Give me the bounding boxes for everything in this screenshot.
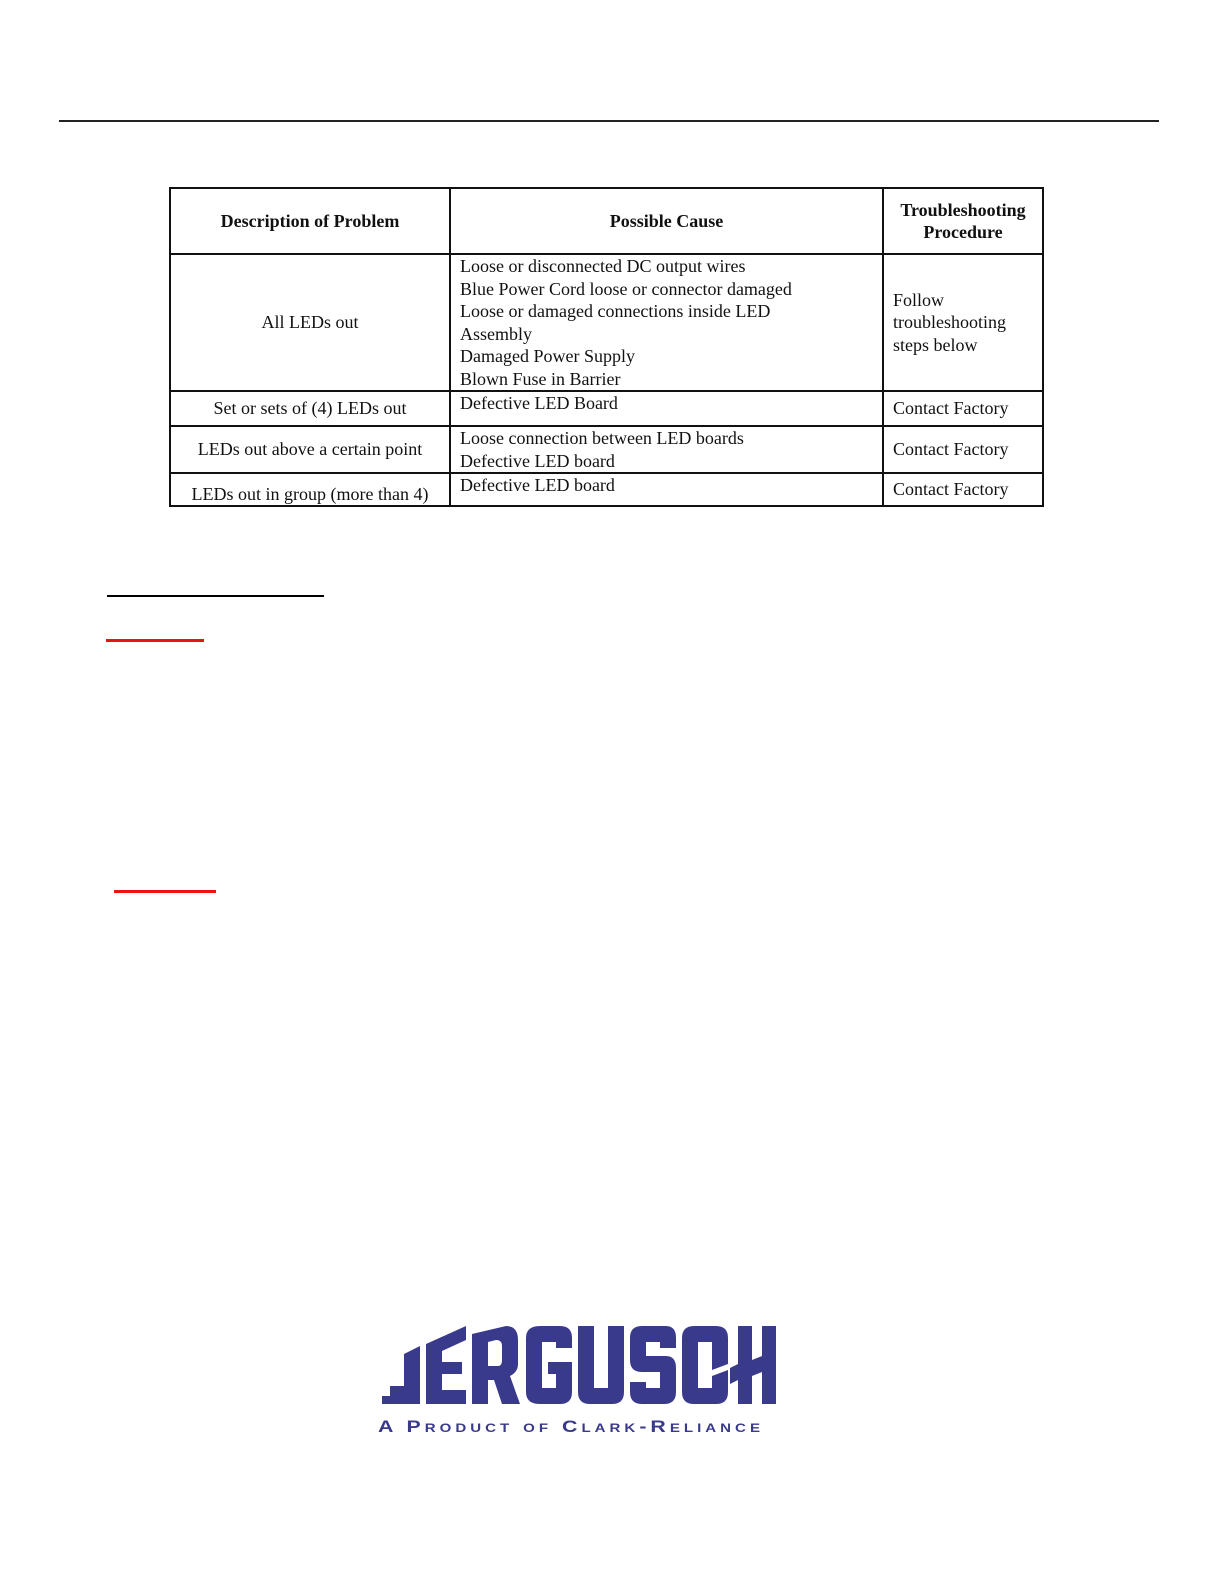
procedure-cell	[883, 426, 1043, 473]
cause-cell	[450, 254, 883, 391]
procedure-cell	[883, 473, 1043, 506]
problem-cell: LEDs out in group (more than 4)	[170, 473, 450, 506]
cause-line: Defective LED Board	[460, 393, 618, 413]
cause-line: Damaged Power Supply	[460, 346, 635, 366]
cause-line: Defective LED board	[460, 475, 615, 495]
procedure-cell	[883, 391, 1043, 426]
cause-line: Blown Fuse in Barrier	[460, 368, 621, 389]
jerguson-logo	[376, 1324, 780, 1436]
cause-line: Assembly	[460, 323, 532, 344]
section-heading-underline	[107, 595, 324, 597]
header-possible-cause: Possible Cause	[450, 188, 883, 254]
table-row	[170, 254, 1043, 391]
procedure-line: steps below	[893, 334, 978, 355]
procedure-line: Contact Factory	[893, 439, 1009, 460]
cause-line: Loose connection between LED boards	[460, 428, 744, 448]
header-description-of-problem: Description of Problem	[170, 188, 450, 254]
problem-cell: LEDs out above a certain point	[170, 426, 450, 473]
procedure-line: Follow	[893, 289, 945, 310]
cause-cell	[450, 391, 883, 426]
logo-mark-letters	[382, 1326, 776, 1404]
logo-tagline: A Product of Clark-Reliance	[378, 1417, 764, 1436]
header-divider	[59, 120, 1159, 122]
problem-cell: All LEDs out	[170, 254, 450, 391]
procedure-cell	[883, 254, 1043, 391]
procedure-line: Contact Factory	[893, 479, 1009, 500]
table-row	[170, 391, 1043, 426]
procedure-line: Contact Factory	[893, 398, 1009, 419]
header-troubleshooting-procedure	[883, 188, 1043, 254]
cause-cell	[450, 426, 883, 473]
table-row	[170, 426, 1043, 473]
troubleshooting-table	[169, 187, 1044, 507]
table-row	[170, 473, 1043, 506]
warning-underline-red	[114, 890, 216, 893]
cause-line: Defective LED board	[460, 450, 615, 471]
header-procedure-line-1: Troubleshooting	[900, 199, 1026, 220]
cause-cell	[450, 473, 883, 506]
problem-cell: Set or sets of (4) LEDs out	[170, 391, 450, 426]
cause-line: Blue Power Cord loose or connector damaged	[460, 278, 792, 299]
registered-mark-glyph: R	[766, 1338, 772, 1346]
warning-underline-red	[106, 639, 204, 642]
cause-line: Loose or damaged connections inside LED	[460, 301, 771, 321]
header-procedure-line-2: Procedure	[923, 222, 1003, 242]
procedure-line: troubleshooting	[893, 312, 1006, 333]
table-header-row	[170, 188, 1043, 254]
cause-line: Loose or disconnected DC output wires	[460, 256, 746, 276]
